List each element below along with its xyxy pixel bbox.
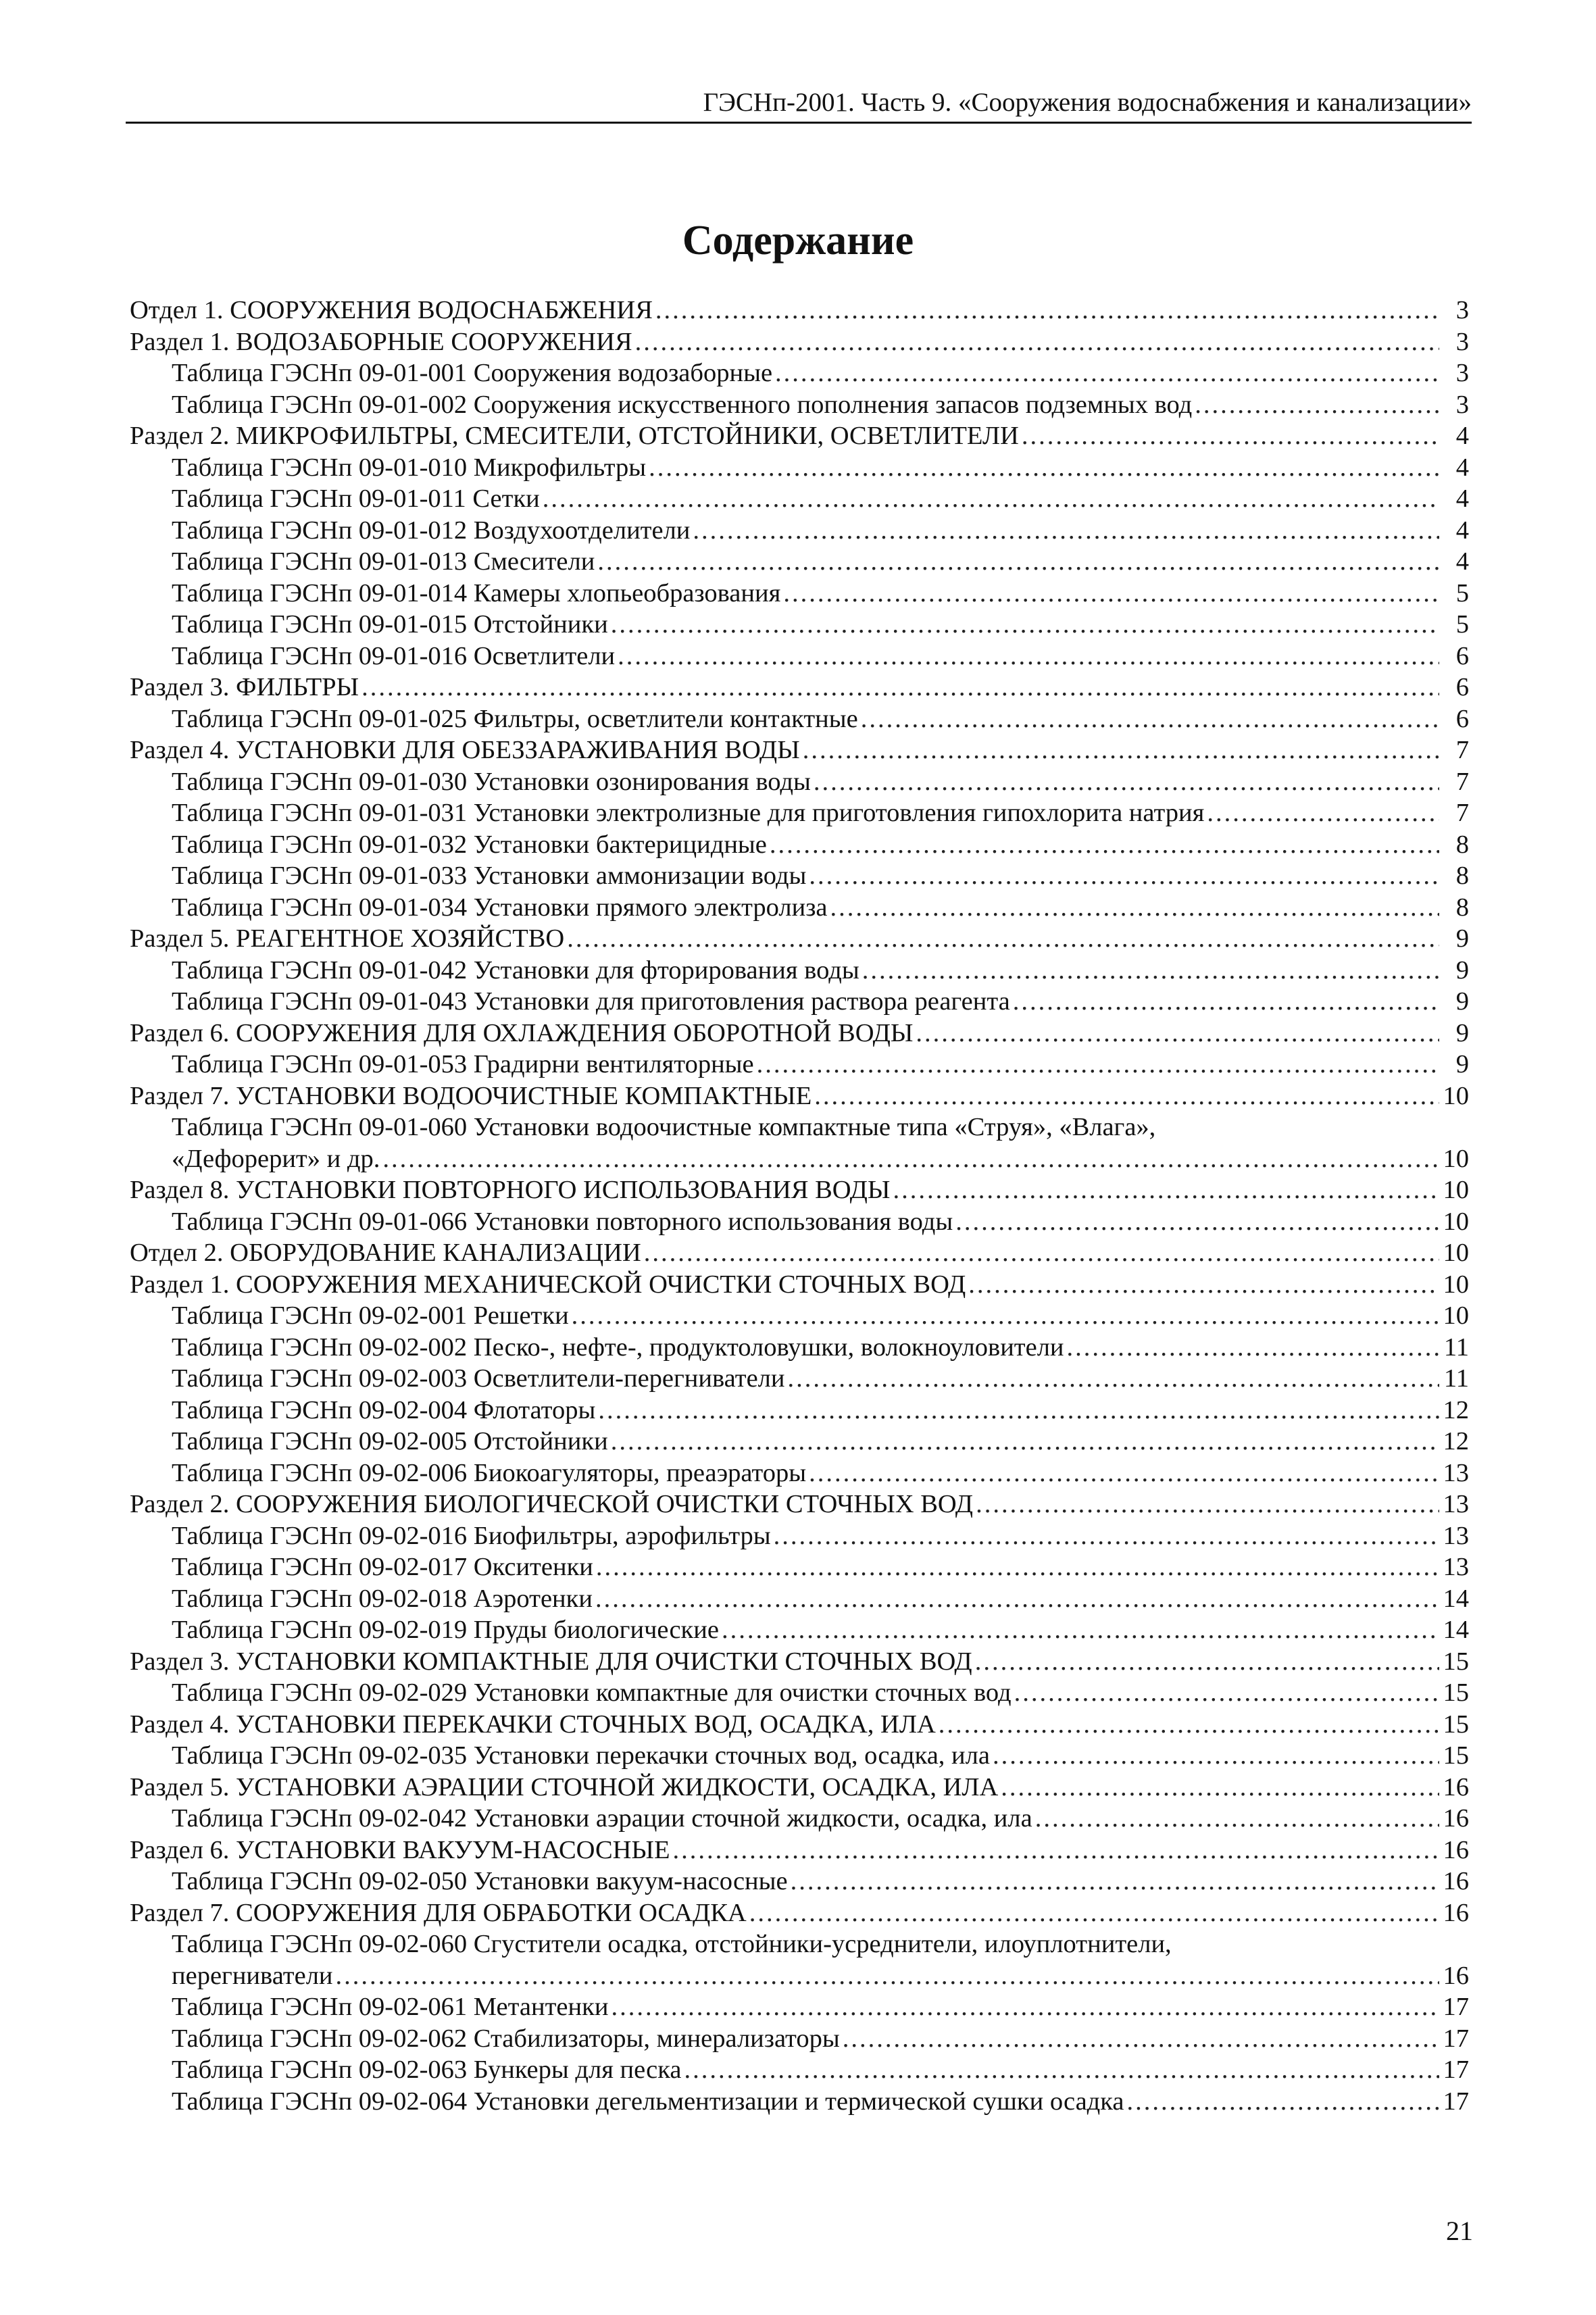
- toc-entry-page: 10: [1443, 1081, 1469, 1110]
- toc-entry-page: 17: [1443, 2056, 1469, 2084]
- toc-entry-label: Раздел 6. СООРУЖЕНИЯ ДЛЯ ОХЛАЖДЕНИЯ ОБОРОТНОЙ ВОДЫ: [130, 1018, 914, 1047]
- toc-entry[interactable]: [130, 703, 1469, 735]
- toc-dot-leader: [770, 829, 1439, 861]
- toc-entry-page: 5: [1455, 578, 1469, 607]
- toc-dot-leader: [693, 515, 1439, 547]
- toc-entry-label: Таблица ГЭСНп 09-01-032 Установки бактерицидные: [172, 830, 767, 859]
- toc-entry-label: Таблица ГЭСНп 09-01-060 Установки водоочистные компактные типа «Струя», «Влага»,: [172, 1113, 1156, 1141]
- toc-entry[interactable]: [130, 1551, 1469, 1583]
- toc-entry-label: Раздел 8. УСТАНОВКИ ПОВТОРНОГО ИСПОЛЬЗОВАНИЯ ВОДЫ: [130, 1176, 891, 1204]
- toc-entry[interactable]: [130, 1458, 1469, 1489]
- toc-entry[interactable]: [130, 1960, 1469, 1992]
- toc-entry[interactable]: [130, 1049, 1469, 1080]
- toc-entry[interactable]: [130, 766, 1469, 798]
- toc-entry-page: 3: [1455, 327, 1469, 356]
- toc-entry-page: 11: [1443, 1364, 1469, 1393]
- page-number: 21: [1446, 2216, 1473, 2246]
- toc-entry[interactable]: [130, 1866, 1469, 1897]
- toc-entry-label: Таблица ГЭСНп 09-02-042 Установки аэрации сточной жидкости, осадка, ила: [172, 1804, 1032, 1833]
- toc-entry-label: Таблица ГЭСНп 09-01-001 Сооружения водозаборные: [172, 359, 773, 387]
- toc-entry-label: Таблица ГЭСНп 09-02-029 Установки компактные для очистки сточных вод: [172, 1678, 1012, 1707]
- toc-dot-leader: [336, 1960, 1439, 1992]
- toc-entry-label: Таблица ГЭСНп 09-01-031 Установки электролизные для приготовления гипохлорита натрия: [172, 799, 1205, 827]
- toc-dot-leader: [1001, 1772, 1439, 1803]
- toc-entry[interactable]: [130, 1677, 1469, 1709]
- toc-entry-label: Раздел 2. МИКРОФИЛЬТРЫ, СМЕСИТЕЛИ, ОТСТОЙНИКИ, ОСВЕТЛИТЕЛИ: [130, 422, 1019, 450]
- toc-entry-label: Раздел 7. СООРУЖЕНИЯ ДЛЯ ОБРАБОТКИ ОСАДКА: [130, 1898, 747, 1927]
- toc-entry-page: 4: [1455, 547, 1469, 576]
- toc-dot-leader: [791, 1866, 1439, 1897]
- toc-entry[interactable]: [130, 797, 1469, 829]
- toc-entry-page: 9: [1455, 924, 1469, 953]
- toc-entry[interactable]: [130, 860, 1469, 892]
- toc-dot-leader: [543, 483, 1439, 515]
- toc-entry-page: 13: [1443, 1521, 1469, 1550]
- toc-entry[interactable]: [130, 389, 1469, 421]
- toc-entry-page: 4: [1455, 422, 1469, 450]
- toc-dot-leader: [611, 1426, 1439, 1458]
- toc-entry-page: 10: [1443, 1207, 1469, 1236]
- toc-entry[interactable]: [130, 1363, 1469, 1395]
- toc-dot-leader: [916, 1018, 1439, 1049]
- toc-entry[interactable]: [130, 829, 1469, 861]
- toc-entry-label: Раздел 1. СООРУЖЕНИЯ МЕХАНИЧЕСКОЙ ОЧИСТКИ СТОЧНЫХ ВОД: [130, 1270, 966, 1299]
- toc-entry[interactable]: [130, 1835, 1469, 1866]
- toc-dot-leader: [611, 1991, 1439, 2023]
- toc-dot-leader: [595, 1583, 1439, 1615]
- toc-entry-page: 14: [1443, 1584, 1469, 1613]
- toc-entry[interactable]: [130, 452, 1469, 484]
- toc-entry[interactable]: [130, 609, 1469, 641]
- toc-entry-page: 3: [1455, 390, 1469, 419]
- toc-dot-leader: [830, 892, 1440, 924]
- toc-dot-leader: [774, 1520, 1439, 1552]
- toc-entry-page: 3: [1455, 359, 1469, 387]
- toc-dot-leader: [775, 357, 1439, 389]
- toc-entry-page: 17: [1443, 2087, 1469, 2116]
- toc-dot-leader: [598, 1395, 1439, 1426]
- toc-entry-page: 10: [1443, 1270, 1469, 1299]
- toc-entry-page: 7: [1455, 767, 1469, 796]
- toc-entry-page: 10: [1443, 1301, 1469, 1330]
- toc-entry[interactable]: [130, 1740, 1469, 1772]
- toc-entry-label: Таблица ГЭСНп 09-02-006 Биокоагуляторы, преаэраторы: [172, 1458, 807, 1487]
- toc-entry[interactable]: [130, 1080, 1469, 1112]
- toc-dot-leader: [611, 609, 1439, 641]
- toc-entry-label: Таблица ГЭСНп 09-01-014 Камеры хлопьеобразования: [172, 578, 781, 607]
- toc-entry-page: 6: [1455, 704, 1469, 733]
- toc-dot-leader: [939, 1709, 1439, 1741]
- toc-dot-leader: [861, 703, 1439, 735]
- toc-entry-page: 17: [1443, 2024, 1469, 2053]
- toc-dot-leader: [757, 1049, 1439, 1080]
- toc-entry-label: Таблица ГЭСНп 09-01-012 Воздухоотделители: [172, 516, 691, 545]
- toc-dot-leader: [618, 641, 1439, 672]
- toc-entry[interactable]: [130, 1174, 1469, 1206]
- toc-dot-leader: [803, 735, 1439, 766]
- toc-entry-page: 4: [1455, 453, 1469, 482]
- toc-dot-leader: [814, 1080, 1439, 1112]
- toc-entry-page: 16: [1443, 1961, 1469, 1990]
- toc-dot-leader: [862, 955, 1439, 987]
- toc-entry[interactable]: [130, 357, 1469, 389]
- toc-dot-leader: [649, 452, 1439, 484]
- toc-entry-label: Раздел 5. РЕАГЕНТНОЕ ХОЗЯЙСТВО: [130, 924, 565, 953]
- toc-entry-label: Таблица ГЭСНп 09-01-013 Смесители: [172, 547, 595, 576]
- toc-entry[interactable]: [130, 1489, 1469, 1520]
- toc-entry-label: Таблица ГЭСНп 09-01-033 Установки аммонизации воды: [172, 862, 807, 890]
- toc-dot-leader: [597, 546, 1439, 578]
- toc-entry-page: 17: [1443, 1993, 1469, 2021]
- toc-entry[interactable]: [130, 1520, 1469, 1552]
- toc-entry-label: Таблица ГЭСНп 09-02-063 Бункеры для песка: [172, 2056, 682, 2084]
- toc-dot-leader: [1014, 1677, 1439, 1709]
- toc-entry-page: 16: [1443, 1867, 1469, 1895]
- toc-entry[interactable]: [130, 1269, 1469, 1301]
- toc-dot-leader: [814, 766, 1439, 798]
- toc-entry[interactable]: [130, 578, 1469, 609]
- toc-entry-page: 14: [1443, 1616, 1469, 1644]
- toc-entry-label: Таблица ГЭСНп 09-01-043 Установки для приготовления раствора реагента: [172, 987, 1010, 1016]
- toc-dot-leader: [1195, 389, 1439, 421]
- toc-entry[interactable]: [130, 295, 1469, 326]
- toc-dot-leader: [1067, 1332, 1439, 1364]
- toc-entry[interactable]: [130, 420, 1469, 452]
- toc-entry[interactable]: [130, 483, 1469, 515]
- toc-entry-page: 16: [1443, 1835, 1469, 1864]
- toc-entry-page: 15: [1443, 1710, 1469, 1739]
- toc-entry[interactable]: [130, 1646, 1469, 1678]
- toc-entry-page: 4: [1455, 516, 1469, 545]
- toc-dot-leader: [809, 860, 1439, 892]
- toc-dot-leader: [673, 1835, 1439, 1866]
- toc-entry-page: 7: [1455, 736, 1469, 764]
- toc-entry-page: 5: [1455, 610, 1469, 639]
- toc-dot-leader: [893, 1174, 1440, 1206]
- toc-entry[interactable]: [130, 1928, 1469, 1960]
- toc-dot-leader: [1126, 2086, 1439, 2118]
- toc-dot-leader: [783, 578, 1439, 609]
- toc-entry-page: 9: [1455, 1050, 1469, 1078]
- toc-entry[interactable]: [130, 1018, 1469, 1049]
- running-header: ГЭСНп-2001. Часть 9. «Сооружения водоснабжения и канализации»: [703, 88, 1472, 117]
- toc-entry[interactable]: [130, 1112, 1469, 1143]
- toc-entry[interactable]: [130, 1614, 1469, 1646]
- toc-entry[interactable]: [130, 326, 1469, 358]
- toc-entry-page: 13: [1443, 1458, 1469, 1487]
- toc-entry-label: Таблица ГЭСНп 09-02-019 Пруды биологические: [172, 1616, 719, 1644]
- toc-entry[interactable]: [130, 1426, 1469, 1458]
- toc-entry[interactable]: [130, 546, 1469, 578]
- toc-entry-label: Раздел 4. УСТАНОВКИ ДЛЯ ОБЕЗЗАРАЖИВАНИЯ ВОДЫ: [130, 736, 800, 764]
- toc-entry-label: Таблица ГЭСНп 09-01-025 Фильтры, осветлители контактные: [172, 704, 858, 733]
- toc-entry-page: 13: [1443, 1490, 1469, 1518]
- toc-dot-leader: [955, 1206, 1439, 1238]
- toc-entry[interactable]: [130, 1395, 1469, 1426]
- toc-entry-label: Отдел 2. ОБОРУДОВАНИЕ КАНАЛИЗАЦИИ: [130, 1239, 641, 1267]
- toc-entry[interactable]: [130, 955, 1469, 987]
- toc-entry-label: Таблица ГЭСНп 09-02-035 Установки перекачки сточных вод, осадка, ила: [172, 1741, 990, 1770]
- toc-entry-page: 3: [1455, 296, 1469, 324]
- toc-entry-page: 10: [1443, 1239, 1469, 1267]
- toc-dot-leader: [572, 1300, 1439, 1332]
- toc-entry-label: Таблица ГЭСНп 09-02-002 Песко-, нефте-, продуктоловушки, волокноуловители: [172, 1333, 1064, 1362]
- toc-entry-page: 11: [1443, 1333, 1469, 1362]
- toc-entry-page: 4: [1455, 484, 1469, 513]
- toc-dot-leader: [635, 326, 1439, 358]
- toc-entry-label: Раздел 1. ВОДОЗАБОРНЫЕ СООРУЖЕНИЯ: [130, 327, 632, 356]
- header-rule: [126, 122, 1472, 124]
- toc-entry-label: Таблица ГЭСНп 09-01-053 Градирни вентиляторные: [172, 1050, 754, 1078]
- toc-entry-label: Таблица ГЭСНп 09-02-003 Осветлители-перегниватели: [172, 1364, 785, 1393]
- toc-entry-label: Раздел 4. УСТАНОВКИ ПЕРЕКАЧКИ СТОЧНЫХ ВОД, ОСАДКА, ИЛА: [130, 1710, 936, 1739]
- toc-entry[interactable]: [130, 1897, 1469, 1929]
- toc-dot-leader: [1207, 797, 1439, 829]
- toc-entry-page: 16: [1443, 1804, 1469, 1833]
- toc-dot-leader: [655, 295, 1439, 326]
- toc-entry-label: Таблица ГЭСНп 09-01-010 Микрофильтры: [172, 453, 647, 482]
- toc-entry-page: 9: [1455, 1018, 1469, 1047]
- toc-dot-leader: [644, 1237, 1439, 1269]
- toc-entry-label: Таблица ГЭСНп 09-01-016 Осветлители: [172, 641, 616, 670]
- toc-entry-page: 6: [1455, 641, 1469, 670]
- table-of-contents: [130, 295, 1469, 2117]
- toc-entry[interactable]: [130, 923, 1469, 955]
- toc-dot-leader: [382, 1143, 1439, 1175]
- toc-dot-leader: [361, 672, 1439, 703]
- toc-entry[interactable]: [130, 892, 1469, 924]
- toc-dot-leader: [968, 1269, 1439, 1301]
- toc-entry-label: Таблица ГЭСНп 09-01-034 Установки прямого электролиза: [172, 893, 828, 922]
- toc-entry[interactable]: [130, 735, 1469, 766]
- toc-entry-label: Таблица ГЭСНп 09-02-004 Флотаторы: [172, 1395, 596, 1424]
- toc-entry-page: 15: [1443, 1647, 1469, 1676]
- toc-dot-leader: [1013, 986, 1439, 1018]
- toc-entry-label: Раздел 2. СООРУЖЕНИЯ БИОЛОГИЧЕСКОЙ ОЧИСТКИ СТОЧНЫХ ВОД: [130, 1490, 974, 1518]
- toc-entry-page: 6: [1455, 673, 1469, 701]
- toc-entry[interactable]: [130, 2086, 1469, 2118]
- toc-entry[interactable]: [130, 1991, 1469, 2023]
- toc-entry-label: перегниватели: [172, 1961, 333, 1990]
- toc-entry-label: Раздел 6. УСТАНОВКИ ВАКУУМ-НАСОСНЫЕ: [130, 1835, 670, 1864]
- toc-entry-label: Таблица ГЭСНп 09-02-060 Сгустители осадка, отстойники-усреднители, илоуплотнители,: [172, 1930, 1172, 1958]
- toc-entry-label: Таблица ГЭСНп 09-02-061 Метантенки: [172, 1993, 609, 2021]
- toc-entry[interactable]: [130, 1143, 1469, 1175]
- toc-dot-leader: [1022, 420, 1439, 452]
- toc-entry-page: 12: [1443, 1395, 1469, 1424]
- toc-entry-label: Таблица ГЭСНп 09-01-042 Установки для фторирования воды: [172, 955, 859, 985]
- toc-entry[interactable]: [130, 641, 1469, 672]
- toc-entry-page: 15: [1443, 1741, 1469, 1770]
- toc-entry[interactable]: [130, 1300, 1469, 1332]
- toc-entry-page: 12: [1443, 1427, 1469, 1455]
- toc-entry-label: Таблица ГЭСНп 09-02-062 Стабилизаторы, минерализаторы: [172, 2024, 840, 2053]
- toc-entry[interactable]: [130, 672, 1469, 703]
- toc-dot-leader: [1035, 1803, 1439, 1835]
- toc-entry-label: Отдел 1. СООРУЖЕНИЯ ВОДОСНАБЖЕНИЯ: [130, 296, 653, 324]
- toc-entry-page: 7: [1455, 799, 1469, 827]
- toc-entry-page: 8: [1455, 830, 1469, 859]
- toc-entry-page: 13: [1443, 1553, 1469, 1581]
- toc-entry[interactable]: [130, 1237, 1469, 1269]
- toc-entry-label: Раздел 7. УСТАНОВКИ ВОДООЧИСТНЫЕ КОМПАКТНЫЕ: [130, 1081, 812, 1110]
- toc-dot-leader: [809, 1458, 1439, 1489]
- toc-entry-label: Таблица ГЭСНп 09-02-017 Окситенки: [172, 1553, 593, 1581]
- toc-dot-leader: [684, 2054, 1439, 2086]
- toc-entry[interactable]: [130, 515, 1469, 547]
- toc-entry-label: Таблица ГЭСНп 09-02-018 Аэротенки: [172, 1584, 593, 1613]
- toc-dot-leader: [843, 2023, 1439, 2055]
- toc-entry[interactable]: [130, 1332, 1469, 1364]
- toc-entry[interactable]: [130, 2054, 1469, 2086]
- toc-dot-leader: [722, 1614, 1439, 1646]
- toc-dot-leader: [749, 1897, 1439, 1929]
- toc-entry-page: 8: [1455, 862, 1469, 890]
- toc-dot-leader: [788, 1363, 1440, 1395]
- toc-dot-leader: [993, 1740, 1439, 1772]
- toc-entry-label: Раздел 3. УСТАНОВКИ КОМПАКТНЫЕ ДЛЯ ОЧИСТКИ СТОЧНЫХ ВОД: [130, 1647, 972, 1676]
- toc-entry-page: 10: [1443, 1144, 1469, 1173]
- toc-entry-page: 9: [1455, 987, 1469, 1016]
- toc-entry-label: Таблица ГЭСНп 09-01-066 Установки повторного использования воды: [172, 1207, 953, 1236]
- toc-dot-leader: [567, 923, 1439, 955]
- toc-dot-leader: [975, 1646, 1439, 1678]
- toc-entry-label: Таблица ГЭСНп 09-01-002 Сооружения искусственного пополнения запасов подземных вод: [172, 390, 1193, 419]
- toc-entry-label: Таблица ГЭСНп 09-02-001 Решетки: [172, 1301, 569, 1330]
- page-title: Содержание: [682, 218, 914, 264]
- toc-entry-page: 9: [1455, 955, 1469, 985]
- toc-entry-label: «Дефорерит» и др.: [172, 1144, 380, 1173]
- toc-entry-label: Раздел 3. ФИЛЬТРЫ: [130, 673, 359, 701]
- toc-entry[interactable]: [130, 1709, 1469, 1741]
- toc-entry[interactable]: [130, 1803, 1469, 1835]
- toc-entry-label: Таблица ГЭСНп 09-02-050 Установки вакуум-насосные: [172, 1867, 788, 1895]
- toc-entry-label: Таблица ГЭСНп 09-01-030 Установки озонирования воды: [172, 767, 811, 796]
- toc-entry-page: 8: [1455, 893, 1469, 922]
- toc-entry-label: Раздел 5. УСТАНОВКИ АЭРАЦИИ СТОЧНОЙ ЖИДКОСТИ, ОСАДКА, ИЛА: [130, 1772, 999, 1801]
- toc-entry-page: 16: [1443, 1772, 1469, 1801]
- toc-dot-leader: [976, 1489, 1439, 1520]
- toc-entry-label: Таблица ГЭСНп 09-02-064 Установки дегельментизации и термической сушки осадка: [172, 2087, 1124, 2116]
- toc-entry[interactable]: [130, 1583, 1469, 1615]
- toc-entry-page: 15: [1443, 1678, 1469, 1707]
- toc-entry-page: 16: [1443, 1898, 1469, 1927]
- toc-entry[interactable]: [130, 986, 1469, 1018]
- toc-entry-label: Таблица ГЭСНп 09-02-005 Отстойники: [172, 1427, 608, 1455]
- toc-entry-label: Таблица ГЭСНп 09-01-015 Отстойники: [172, 610, 608, 639]
- toc-entry-page: 10: [1443, 1176, 1469, 1204]
- toc-entry[interactable]: [130, 1206, 1469, 1238]
- toc-entry[interactable]: [130, 2023, 1469, 2055]
- toc-dot-leader: [596, 1551, 1439, 1583]
- toc-entry-label: Таблица ГЭСНп 09-02-016 Биофильтры, аэрофильтры: [172, 1521, 771, 1550]
- toc-entry[interactable]: [130, 1772, 1469, 1803]
- toc-entry-label: Таблица ГЭСНп 09-01-011 Сетки: [172, 484, 540, 513]
